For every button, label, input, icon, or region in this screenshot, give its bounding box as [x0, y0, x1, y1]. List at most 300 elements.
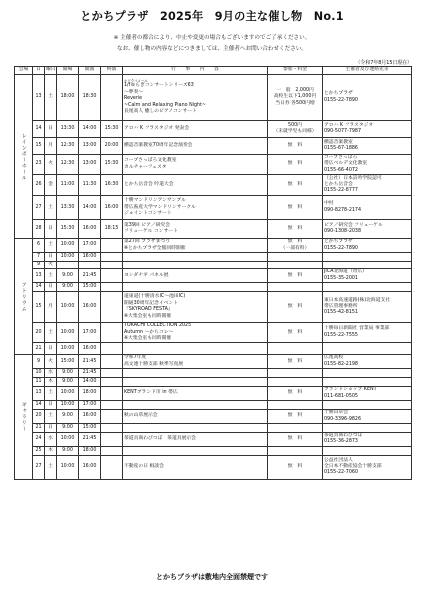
table-row [15, 75, 412, 121]
fee-cell [268, 378, 323, 387]
event-cell [123, 423, 268, 432]
event-cell [123, 75, 268, 121]
fee-cell [268, 369, 323, 378]
org-line: 0155-22-8777 [324, 188, 358, 194]
org-line: ブランドショップ KENT [324, 387, 377, 393]
org-line: 0155-22-7890 [324, 245, 358, 251]
day-cell: 9 [33, 355, 45, 369]
start-time-cell: 14:00 [79, 196, 101, 220]
fee-cell [268, 401, 323, 410]
fee-line: 無 料 [287, 413, 303, 419]
end-time-cell [101, 323, 123, 343]
table-row [15, 253, 412, 262]
header-doors-open: 開場 [57, 67, 79, 75]
day-cell: 14 [33, 121, 45, 138]
table-row [15, 220, 412, 239]
organizer-cell [323, 269, 412, 283]
organizer-cell [323, 220, 412, 239]
table-row [15, 343, 412, 355]
fee-line: （未就学児も同様） [273, 129, 317, 134]
weekday-cell: 土 [45, 387, 57, 401]
start-time-cell: 18:00 [79, 446, 101, 455]
org-line: 0155-42-8151 [324, 310, 358, 316]
organizer-cell [323, 121, 412, 138]
table-row [15, 410, 412, 424]
fee-cell [268, 155, 323, 175]
start-time-cell: 15:00 [79, 283, 101, 292]
fee-cell [268, 138, 323, 155]
fee-line: 無 料 [287, 204, 303, 210]
end-time-cell [101, 75, 123, 121]
start-time-cell: 16:00 [79, 220, 101, 239]
event-line: 茶道具商わびつぼ 茶道具展示会 [124, 436, 196, 442]
event-line: 十勝マンドリンアンサンブル [124, 198, 186, 204]
fee-cell [268, 455, 323, 479]
organizer-cell [323, 175, 412, 196]
event-cell [123, 387, 268, 401]
weekday-cell: 火 [45, 155, 57, 175]
event-cell [123, 121, 268, 138]
table-row [15, 175, 412, 196]
fee-line: 無 料 [287, 272, 303, 278]
org-line: 0155-82-2198 [324, 361, 358, 367]
doors-open-cell [57, 262, 79, 269]
org-line: 十勝毎日新聞社 営業局 事業部 [324, 326, 390, 332]
fee-cell [268, 239, 323, 253]
end-time-cell [101, 387, 123, 401]
organizer-cell [323, 343, 412, 355]
table-row [15, 401, 412, 410]
org-line: 広尾高校 [324, 355, 344, 361]
start-time-cell: 16:00 [79, 253, 101, 262]
weekday-cell: 土 [45, 196, 57, 220]
doors-open-cell: 9:00 [57, 378, 79, 387]
event-line: ～夢奏～ [124, 89, 144, 95]
fee-cell [268, 355, 323, 369]
doors-open-cell: 18:00 [57, 75, 79, 121]
start-time-cell: 21:45 [79, 432, 101, 446]
table-row [15, 292, 412, 323]
fee-line: 無 料 [287, 390, 303, 396]
day-cell: 11 [33, 378, 45, 387]
org-line: 十勝山草会 [324, 410, 348, 416]
org-line: （公社）日本詩吟学院認可 [324, 175, 382, 181]
start-time-cell: 17:00 [79, 239, 101, 253]
day-cell: 15 [33, 138, 45, 155]
weekday-cell: 火 [45, 355, 57, 369]
fee-cell [268, 387, 323, 401]
end-time-cell: 16:30 [101, 175, 123, 196]
event-line: 長尾高人 癒しのピアノコンサート [124, 109, 197, 115]
org-line: 横認音楽教室 [324, 139, 353, 145]
event-cell [123, 355, 268, 369]
org-line: 090-3396-9826 [324, 416, 362, 422]
fee-cell [268, 253, 323, 262]
end-time-cell [101, 343, 123, 355]
day-cell: 25 [33, 446, 45, 455]
table-row [15, 239, 412, 253]
event-line: 開通30周年記念イベント [124, 300, 179, 306]
organizer-cell [323, 262, 412, 269]
weekday-cell: 金 [45, 175, 57, 196]
fee-line: 500円 [288, 122, 302, 128]
end-time-cell [101, 262, 123, 269]
end-time-cell [101, 253, 123, 262]
end-time-cell [101, 410, 123, 424]
fee-line: 無 料 [287, 464, 303, 470]
event-line: KENTブランド市 in 帯広 [124, 390, 178, 396]
organizer-cell [323, 410, 412, 424]
event-line: とかち岳音会 吟道大会 [124, 182, 174, 188]
fee-cell [268, 410, 323, 424]
fee-cell [268, 262, 323, 269]
header-organizer: 主催者及び連絡先等 [323, 67, 412, 75]
event-cell [123, 410, 268, 424]
weekday-cell: 日 [45, 343, 57, 355]
event-cell [123, 343, 268, 355]
org-line: アロハ K フラスタジオ [324, 122, 374, 128]
event-line: 第39回 ピア／研究会 [124, 222, 171, 228]
doors-open-cell: 10:00 [57, 253, 79, 262]
doors-open-cell: 12:30 [57, 138, 79, 155]
doors-open-cell: 10:00 [57, 455, 79, 479]
weekday-cell: 火 [45, 262, 57, 269]
org-line: 0155-35-2001 [324, 275, 358, 281]
event-cell [123, 138, 268, 155]
day-cell: 14 [33, 283, 45, 292]
start-time-cell: 21:45 [79, 369, 101, 378]
footer-notice: とかちプラザは敷地内全面禁煙です [156, 573, 268, 581]
venue-cell: アトリウム [15, 239, 33, 355]
doors-open-cell: 15:30 [57, 220, 79, 239]
org-line: 0155-22-7890 [324, 97, 358, 103]
event-cell [123, 292, 268, 323]
notice-line-2: なお、催し物の内容などにつきましては、主催者へお問い合わせください。 [116, 46, 308, 52]
table-row [15, 121, 412, 138]
weekday-cell: 土 [45, 323, 57, 343]
header-start: 開演 [79, 67, 101, 75]
org-line: 全日本不動産協会十勝支部 [324, 464, 382, 470]
event-line: ホワクコメール [124, 79, 148, 84]
start-time-cell [79, 262, 101, 269]
start-time-cell: 13:00 [79, 138, 101, 155]
table-row [15, 323, 412, 343]
event-line: 道東道(十勝清水IC～池田IC) [124, 294, 186, 300]
weekday-cell: 土 [45, 410, 57, 424]
schedule-body [15, 75, 412, 480]
organizer-cell [323, 355, 412, 369]
start-time-cell: 21:45 [79, 355, 101, 369]
organizer-cell [323, 423, 412, 432]
fee-line: 無 料 [287, 142, 303, 148]
organizer-cell [323, 401, 412, 410]
weekday-cell: 日 [45, 220, 57, 239]
day-cell: 7 [33, 253, 45, 262]
event-line: 不動産の日 相談会 [124, 464, 164, 470]
org-line: 公益社団法人 [324, 457, 353, 463]
start-time-cell: 18:30 [79, 75, 101, 121]
header-event: 行 事 内 容 [123, 67, 268, 75]
event-cell [123, 283, 268, 292]
weekday-cell: 木 [45, 446, 57, 455]
fee-line: 無 料 [287, 182, 303, 188]
end-time-cell [101, 401, 123, 410]
day-cell: 10 [33, 369, 45, 378]
fee-line: 無 料 [287, 358, 303, 364]
event-line: ~Calm and Relaxing Piano Night~ [124, 102, 206, 108]
event-line: 『SKYROAD FESTA』 [124, 307, 173, 313]
table-row [15, 378, 412, 387]
weekday-cell: 土 [45, 455, 57, 479]
doors-open-cell: 10:00 [57, 239, 79, 253]
day-cell: 24 [33, 432, 45, 446]
day-cell: 20 [33, 410, 45, 424]
start-time-cell: 13:00 [79, 155, 101, 175]
weekday-cell: 土 [45, 75, 57, 121]
org-line: 帯広ベルデ文化教室 [324, 161, 368, 167]
day-cell: 23 [33, 155, 45, 175]
organizer-cell [323, 378, 412, 387]
start-time-cell: 11:30 [79, 175, 101, 196]
fee-cell [268, 75, 323, 121]
fee-line: 無 料 [287, 226, 303, 232]
day-cell: 14 [33, 401, 45, 410]
end-time-cell: 16:00 [101, 196, 123, 220]
org-line: 中村 [324, 201, 334, 207]
event-line: 秋の山草展示会 [124, 413, 158, 419]
day-cell: 15 [33, 292, 45, 323]
event-cell [123, 239, 268, 253]
weekday-cell: 土 [45, 239, 57, 253]
table-row [15, 138, 412, 155]
event-cell [123, 175, 268, 196]
organizer-cell [323, 446, 412, 455]
end-time-cell [101, 355, 123, 369]
event-line: Autumn ～かちコレ～ [124, 329, 174, 335]
end-time-cell [101, 239, 123, 253]
header-day: 日 [33, 67, 45, 75]
day-cell: 28 [33, 220, 45, 239]
event-cell [123, 378, 268, 387]
event-cell [123, 323, 268, 343]
fee-line: 高校生以下1,000円 [273, 94, 317, 100]
doors-open-cell: 9:00 [57, 446, 79, 455]
end-time-cell: 20:00 [101, 138, 123, 155]
org-line: とかちプラザ [324, 239, 353, 245]
fee-line: 無 料 [287, 239, 303, 245]
start-time-cell: 16:00 [79, 410, 101, 424]
end-time-cell [101, 455, 123, 479]
fee-cell [268, 446, 323, 455]
fee-line: 当日券 各500円増 [275, 100, 315, 106]
end-time-cell [101, 446, 123, 455]
fee-cell [268, 292, 323, 323]
event-line: ※大集会室も同時開催 [124, 336, 172, 342]
org-line: とかちプラザ [324, 91, 353, 97]
event-cell [123, 196, 268, 220]
organizer-cell [323, 155, 412, 175]
day-cell: 27 [33, 196, 45, 220]
org-line: 011-681-0505 [324, 393, 358, 399]
org-line: 東日本高速道路(株)北海道支社 [324, 297, 391, 303]
event-cell [123, 220, 268, 239]
end-time-cell [101, 369, 123, 378]
weekday-cell: 日 [45, 121, 57, 138]
table-row [15, 196, 412, 220]
organizer-cell [323, 455, 412, 479]
doors-open-cell: 10:00 [57, 343, 79, 355]
table-row [15, 283, 412, 292]
fee-cell [268, 121, 323, 138]
end-time-cell: 15:30 [101, 121, 123, 138]
table-row [15, 432, 412, 446]
event-cell [123, 262, 268, 269]
organizer-cell [323, 292, 412, 323]
org-line: 090-8278-2174 [324, 207, 362, 213]
day-cell: 27 [33, 455, 45, 479]
end-time-cell: 15:30 [101, 155, 123, 175]
weekday-cell: 日 [45, 423, 57, 432]
weekday-cell: 日 [45, 283, 57, 292]
org-line: ピア／研究会 フリューゲル [324, 222, 383, 228]
organizer-cell [323, 239, 412, 253]
event-line: 帯広畜産大学マンドリンサークル [124, 204, 196, 210]
fee-line: 無 料 [287, 329, 303, 335]
event-line: アロハ K フラスタジオ 発表会 [124, 125, 190, 131]
org-line: 0155-66-4072 [324, 167, 358, 173]
doors-open-cell: 9:00 [57, 369, 79, 378]
table-row [15, 423, 412, 432]
weekday-cell: 木 [45, 378, 57, 387]
fee-cell [268, 432, 323, 446]
organizer-cell [323, 196, 412, 220]
end-time-cell [101, 432, 123, 446]
venue-cell: レインボーホール [15, 75, 33, 239]
end-time-cell: 18:15 [101, 220, 123, 239]
event-line: フリューゲル コンサート [124, 229, 178, 235]
weekday-cell: 日 [45, 401, 57, 410]
start-time-cell: 18:00 [79, 387, 101, 401]
start-time-cell: 16:00 [79, 455, 101, 479]
fee-line: 無 料 [287, 161, 303, 167]
org-line: 0155-67-1886 [324, 146, 358, 151]
start-time-cell: 16:00 [79, 292, 101, 323]
event-cell [123, 401, 268, 410]
org-line: 0155-22-7060 [324, 470, 358, 476]
venue-cell: ギャラリー [15, 355, 33, 479]
organizer-cell [323, 283, 412, 292]
day-cell: 13 [33, 387, 45, 401]
table-row [15, 262, 412, 269]
start-time-cell: 17:00 [79, 323, 101, 343]
doors-open-cell: 10:00 [57, 323, 79, 343]
org-line: コープさっぽろ [324, 155, 358, 160]
header-end: 終演 [101, 67, 123, 75]
doors-open-cell: 9:00 [57, 410, 79, 424]
event-line: ※とかちプラザ全館同時開催 [124, 245, 186, 251]
event-cell [123, 253, 268, 262]
fee-cell [268, 283, 323, 292]
fee-line: （一部有料） [280, 245, 310, 251]
doors-open-cell: 10:00 [57, 401, 79, 410]
event-line: 高文連十勝支部 秋季写真展 [124, 361, 184, 367]
event-cell [123, 432, 268, 446]
event-cell [123, 455, 268, 479]
fee-cell [268, 423, 323, 432]
start-time-cell: 15:00 [79, 423, 101, 432]
start-time-cell: 14:00 [79, 378, 101, 387]
notice-line-1: ※ 主催者の都合により、中止や変更の場合もございますのでご了承ください。 [113, 35, 311, 41]
weekday-cell: 水 [45, 432, 57, 446]
organizer-cell [323, 75, 412, 121]
fee-cell [268, 269, 323, 283]
as-of-date: （令和7年8月15日現在） [355, 60, 412, 66]
doors-open-cell: 13:30 [57, 121, 79, 138]
org-line: 090-5077-7987 [324, 129, 362, 134]
start-time-cell: 21:45 [79, 269, 101, 283]
weekday-cell: 月 [45, 292, 57, 323]
fee-line: 無 料 [287, 304, 303, 310]
fee-line: 一 般 2,000円 [276, 87, 314, 93]
event-line: コープさっぽろ文化教室 [124, 158, 177, 164]
event-line: Reverie [124, 96, 143, 102]
doors-open-cell: 9:00 [57, 269, 79, 283]
fee-cell [268, 175, 323, 196]
org-line: 茶道具商わびつぼ [324, 432, 363, 438]
header-fee: 参加・料金 [268, 67, 323, 75]
table-row [15, 446, 412, 455]
day-cell: 6 [33, 239, 45, 253]
day-cell: 21 [33, 343, 45, 355]
event-cell [123, 446, 268, 455]
table-row [15, 155, 412, 175]
header-venue: 会場 [15, 67, 33, 75]
start-time-cell: 16:00 [79, 343, 101, 355]
weekday-cell: 土 [45, 269, 57, 283]
doors-open-cell: 10:00 [57, 292, 79, 323]
end-time-cell [101, 269, 123, 283]
org-line: とかち岳音会 [324, 182, 353, 188]
organizer-cell [323, 253, 412, 262]
table-header-row [15, 67, 412, 75]
organizer-cell [323, 369, 412, 378]
table-row [15, 269, 412, 283]
start-time-cell: 14:00 [79, 121, 101, 138]
end-time-cell [101, 378, 123, 387]
day-cell: 13 [33, 269, 45, 283]
table-row [15, 387, 412, 401]
header-weekday: 曜日 [45, 67, 57, 75]
day-cell: 13 [33, 75, 45, 121]
event-line: ジョイントコンサート [124, 210, 172, 216]
event-line: 第27回 プラザまつり [124, 239, 171, 245]
fee-line: 無 料 [287, 436, 303, 442]
weekday-cell: 月 [45, 138, 57, 155]
table-row [15, 455, 412, 479]
event-schedule-table [14, 66, 412, 480]
org-line: 090-1308-2038 [324, 229, 362, 235]
event-cell [123, 155, 268, 175]
weekday-cell: 日 [45, 253, 57, 262]
doors-open-cell: 12:30 [57, 155, 79, 175]
fee-cell [268, 343, 323, 355]
event-line: カルチャーフェスタ [124, 164, 167, 170]
fee-cell [268, 323, 323, 343]
doors-open-cell: 10:00 [57, 432, 79, 446]
event-cell [123, 269, 268, 283]
organizer-cell [323, 432, 412, 446]
day-cell: 9 [33, 262, 45, 269]
